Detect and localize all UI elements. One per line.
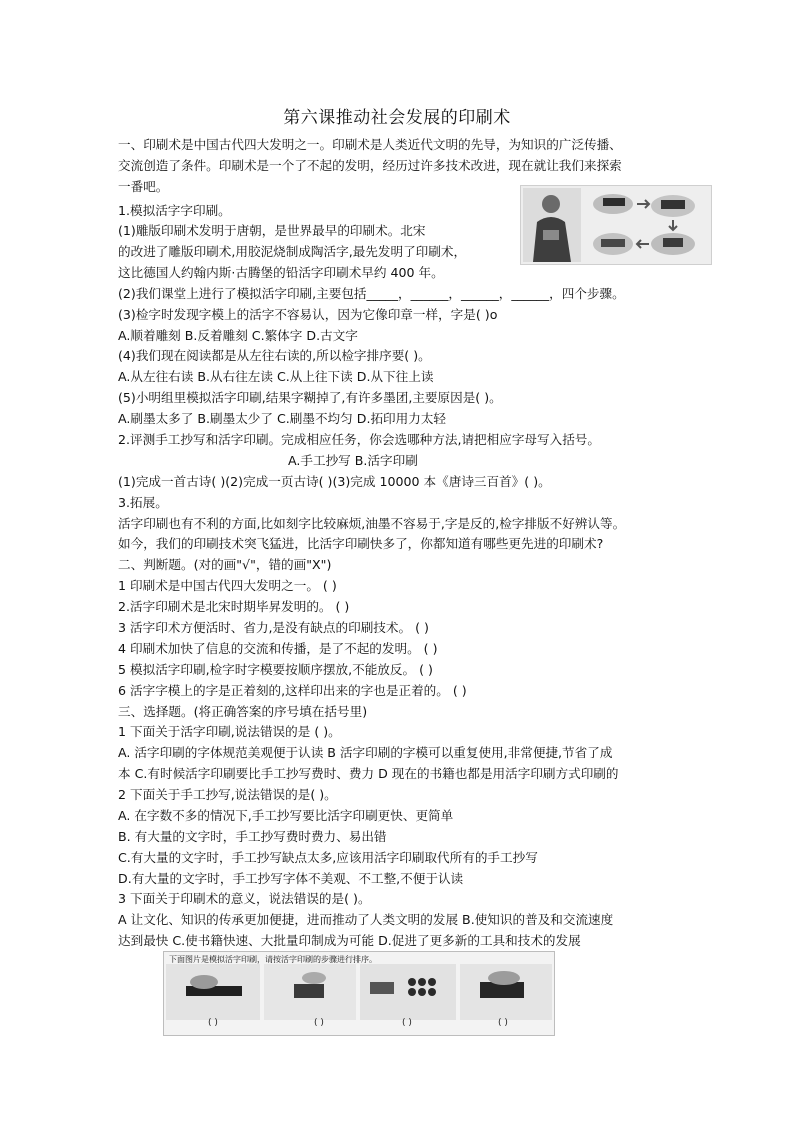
text-line: 2 下面关于手工抄写,说法错误的是( )。: [118, 787, 337, 802]
text-line: A.顺着雕刻 B.反着雕刻 C.繁体字 D.古文字: [118, 328, 358, 343]
text-line: A. 活字印刷的字体规范美观便于认读 B 活字印刷的字模可以重复使用,非常便捷,节省了成: [118, 745, 613, 760]
text-line: 2.活字印刷术是北宋时期毕昇发明的。 ( ): [118, 599, 350, 614]
text-line: 5 模拟活字印刷,检字时字模要按顺序摆放,不能放反。 ( ): [118, 662, 433, 677]
answer-slot: ( ): [498, 1018, 508, 1028]
text-line: A.手工抄写 B.活字印刷: [288, 453, 418, 468]
answer-slot: ( ): [208, 1018, 218, 1028]
text-line: (3)检字时发现字模上的活字不容易认，因为它像印章一样，字是( )o: [118, 307, 498, 322]
text-line: A. 在字数不多的情况下,手工抄写要比活字印刷更快、更简单: [118, 808, 454, 823]
text-line: (2)我们课堂上进行了模拟活字印刷,主要包括_____，______，______，______，四个步骤。: [118, 286, 625, 301]
text-line: (5)小明组里模拟活字印刷,结果字糊掉了,有许多墨团,主要原因是( )。: [118, 390, 502, 405]
text-line: 3 下面关于印刷术的意义，说法错误的是( )。: [118, 891, 371, 906]
text-line: (4)我们现在阅读都是从左往右读的,所以检字排序要( )。: [118, 348, 431, 363]
text-line: 一番吧。: [118, 179, 169, 194]
text-line: B. 有大量的文字时，手工抄写费时费力、易出错: [118, 829, 387, 844]
text-line: 如今，我们的印刷技术突飞猛进，比活字印刷快多了，你都知道有哪些更先进的印刷术?: [118, 536, 604, 551]
text-line: A.刷墨太多了 B.刷墨太少了 C.刷墨不均匀 D.拓印用力太轻: [118, 411, 447, 426]
answer-slot: ( ): [314, 1018, 324, 1028]
text-line: (1)完成一首古诗( )(2)完成一页古诗( )(3)完成 10000 本《唐诗三百首》( )。: [118, 474, 551, 489]
text-line: 1 印刷术是中国古代四大发明之一。 ( ): [118, 578, 337, 593]
text-line: A.从左往右读 B.从右往左读 C.从上往下读 D.从下往上读: [118, 369, 434, 384]
text-line: 这比德国人约翰内斯·古腾堡的铅活字印刷术早约 400 年。: [118, 265, 444, 280]
text-line: 交流创造了条件。印刷术是一个了不起的发明，经历过许多技术改进，现在就让我们来探索: [118, 158, 622, 173]
text-line: 3 活字印术方便活时、省力,是没有缺点的印刷技术。 ( ): [118, 620, 429, 635]
text-line: 1.模拟活字字印刷。: [118, 203, 231, 218]
page-title: 第六课推动社会发展的印刷术: [283, 108, 511, 128]
text-line: D.有大量的文字时，手工抄写字体不美观、不工整,不便于认读: [118, 871, 464, 886]
section-heading: 三、选择题。(将正确答案的序号填在括号里): [118, 704, 368, 719]
text-line: 一、印刷术是中国古代四大发明之一。印刷术是人类近代文明的先导，为知识的广泛传播、: [118, 137, 622, 152]
text-line: 6 活字字模上的字是正着刻的,这样印出来的字也是正着的。 ( ): [118, 683, 467, 698]
text-line: 活字印刷也有不利的方面,比如刻字比较麻烦,油墨不容易于,字是反的,检字排版不好辨认等。: [118, 516, 626, 531]
text-line: 2.评测手工抄写和活字印刷。完成相应任务，你会选哪种方法,请把相应字母写入括号。: [118, 432, 600, 447]
answer-slot: ( ): [402, 1018, 412, 1028]
section-heading: 二、判断题。(对的画"√"，错的画"X"): [118, 557, 332, 572]
text-line: 3.拓展。: [118, 495, 168, 510]
text-line: 4 印刷术加快了信息的交流和传播，是了不起的发明。 ( ): [118, 641, 438, 656]
text-line: C.有大量的文字时，手工抄写缺点太多,应该用活字印刷取代所有的手工抄写: [118, 850, 538, 865]
photo-strip-caption: 下面图片是模拟活字印刷，请按活字印刷的步骤进行排序。: [169, 955, 377, 964]
text-line: A 让文化、知识的传承更加便捷，进而推动了人类文明的发展 B.使知识的普及和交流速度: [118, 912, 614, 927]
text-line: 1 下面关于活字印刷,说法错误的是 ( )。: [118, 724, 341, 739]
text-line: (1)雕版印刷术发明于唐朝，是世界最早的印刷术。北宋: [118, 223, 426, 238]
printing-steps-photo-strip: [163, 951, 555, 1036]
bisheng-printing-photo: [520, 185, 712, 265]
text-line: 本 C.有时候活字印刷要比手工抄写费时、费力 D 现在的书籍也都是用活字印刷方式印刷的: [118, 766, 619, 781]
text-line: 达到最快 C.使书籍快速、大批量印制成为可能 D.促进了更多新的工具和技术的发展: [118, 933, 581, 948]
text-line: 的改进了雕版印刷术,用胶泥烧制成陶活字,最先发明了印刷术，: [118, 244, 467, 259]
